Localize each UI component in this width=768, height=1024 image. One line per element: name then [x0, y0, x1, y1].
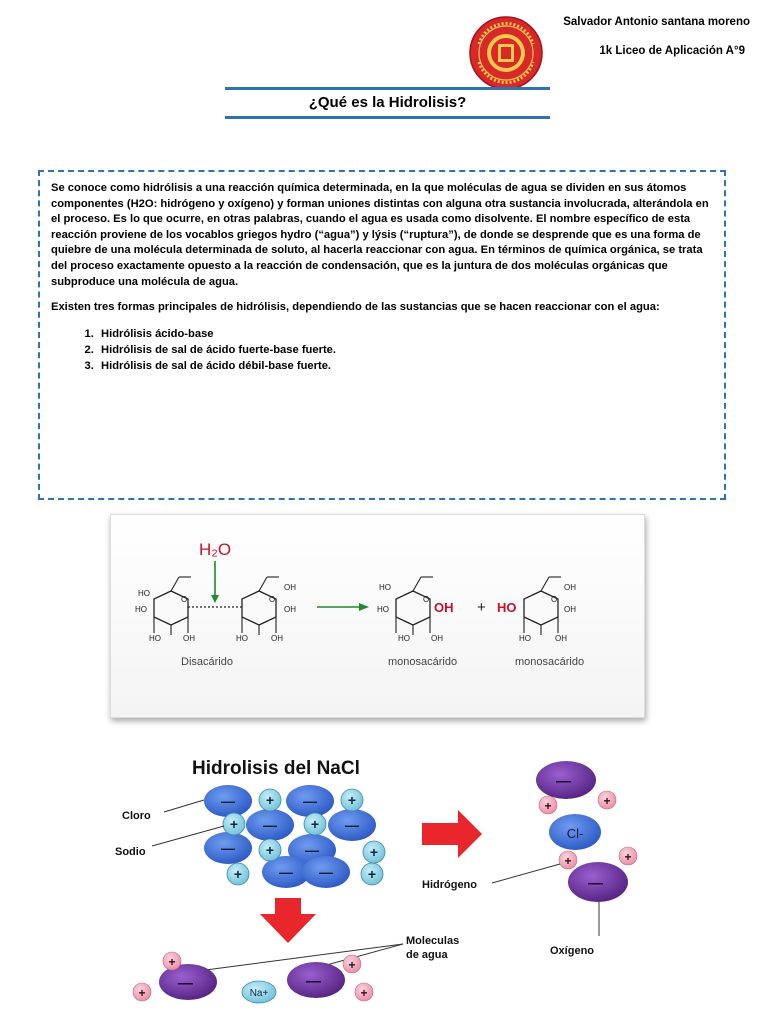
glucose-ring-right [242, 577, 279, 635]
ring-label: OH [284, 605, 296, 614]
list-item: 3. Hidrólisis de sal de ácido débil-base fuerte. [97, 358, 714, 374]
label-cloro: Cloro [122, 810, 151, 822]
ring-label: OH [564, 583, 576, 592]
label-sodio: Sodio [115, 846, 146, 858]
charge-plus: + [544, 799, 552, 813]
water-formula: H₂O [199, 540, 232, 559]
ring-label: HO [377, 605, 389, 614]
monosaccharide-ring-1 [396, 577, 433, 635]
charge-minus: — [345, 817, 359, 833]
hydrolysis-types-list [51, 326, 714, 374]
charge-plus: + [624, 850, 632, 864]
ring-label: OH [564, 605, 576, 614]
school-name: 1k Liceo de Aplicación A°9 [599, 45, 745, 57]
ring-label: HO [519, 634, 531, 643]
charge-plus: + [367, 866, 377, 882]
charge-plus: + [265, 792, 275, 808]
charge-minus: — [221, 793, 235, 809]
charge-minus: — [279, 864, 293, 880]
charge-plus: + [369, 844, 379, 860]
figure2-title: Hidrolisis del NaCl [192, 758, 360, 779]
charge-minus: — [305, 842, 319, 858]
charge-minus: — [556, 773, 571, 790]
charge-plus: + [347, 792, 357, 808]
title-bar [225, 87, 550, 119]
ring-label: OH [555, 634, 567, 643]
ring-label: OH [183, 634, 195, 643]
label-oxigeno: Oxígeno [550, 945, 595, 957]
monosaccharide-ring-2 [524, 577, 561, 635]
ring-label: HO [398, 634, 410, 643]
charge-plus: + [229, 816, 239, 832]
school-seal-logo [469, 16, 543, 90]
charge-minus: — [178, 975, 193, 992]
charge-minus: — [303, 793, 317, 809]
ring-label: HO [236, 634, 248, 643]
ring-label: HO [149, 634, 161, 643]
paragraph-types-intro: Existen tres formas principales de hidrólisis, dependiendo de las sustancias que se hacen reaccionar con el agua: [51, 301, 660, 314]
nacl-hydrolysis-figure [100, 748, 740, 1008]
list-item: 2. Hidrólisis de sal de ácido fuerte-base fuerte. [97, 342, 714, 358]
page-title: ¿Qué es la Hidrolisis? [308, 94, 467, 111]
ring-label: HO [138, 589, 150, 598]
ring-label: OH [271, 634, 283, 643]
label-moleculas: Moleculas [406, 935, 460, 947]
hydroxyl-oh: OH [434, 600, 454, 615]
charge-minus: — [319, 864, 333, 880]
charge-plus: + [348, 958, 356, 972]
water-arrow-head [211, 595, 219, 603]
label-de-agua: de agua [406, 949, 448, 961]
charge-minus: — [263, 817, 277, 833]
paragraph-definition: Se conoce como hidrólisis a una reacción química determinada, en la que moléculas de agua se dividen en sus átomos componentes (H2O: hidrógeno y oxígeno) y forman uniones distintas con alguna otra sustancia involucrada, alterándola en el proceso. Es lo que ocurre, en otras palabras, cuando el agua es usada como disolvente. El nombre específico de esta reacción proviene de los vocablos griegos hydro (“agua”) y lýsis (“ruptura”), de donde se desprende que es una forma de quiebre de una molécula determinada de soluto, al hacerla reaccionar con agua. En términos de química orgánica, se trata del proceso exactamente opuesto a la reacción de condensación, que es la juntura de dos moléculas orgánicas que subproduce una molécula de agua. [51, 182, 709, 288]
ring-label: OH [431, 634, 443, 643]
charge-minus: — [221, 840, 235, 856]
author-name: Salvador Antonio santana moreno [563, 16, 750, 28]
charge-plus: + [168, 955, 176, 969]
hydroxyl-ho: HO [497, 600, 517, 615]
charge-plus: + [310, 816, 320, 832]
label-hidrogeno: Hidrógeno [422, 879, 477, 891]
charge-plus: + [603, 794, 611, 808]
list-item: 1. Hidrólisis ácido-base [97, 326, 714, 342]
ring-label: HO [379, 583, 391, 592]
charge-plus: + [360, 986, 368, 1000]
plus-sign: + [477, 599, 486, 616]
label-monosaccharide-1: monosacárido [388, 656, 458, 668]
glucose-ring-left [154, 577, 191, 635]
label-disaccharide: Disacárido [181, 656, 233, 668]
charge-plus: + [564, 854, 572, 868]
charge-minus: — [588, 875, 603, 892]
charge-plus: + [265, 842, 275, 858]
arrow-right [422, 810, 482, 858]
definition-textbox [38, 170, 726, 500]
chloride-label: Cl- [566, 826, 584, 841]
ring-label: HO [135, 605, 147, 614]
disaccharide-hydrolysis-figure: O HO HO HO OH OH OH HO OH H₂O HO HO HO OH OH + HO OH OH HO OH Disacárido monosacárido monosacárido [110, 514, 645, 718]
sodium-label: Na+ [249, 988, 269, 999]
arrow-down [260, 898, 316, 943]
ring-label: OH [284, 583, 296, 592]
charge-plus: + [233, 866, 243, 882]
reaction-arrow-head [359, 603, 369, 611]
charge-plus: + [138, 986, 146, 1000]
label-monosaccharide-2: monosacárido [515, 656, 585, 668]
charge-minus: — [306, 973, 321, 990]
